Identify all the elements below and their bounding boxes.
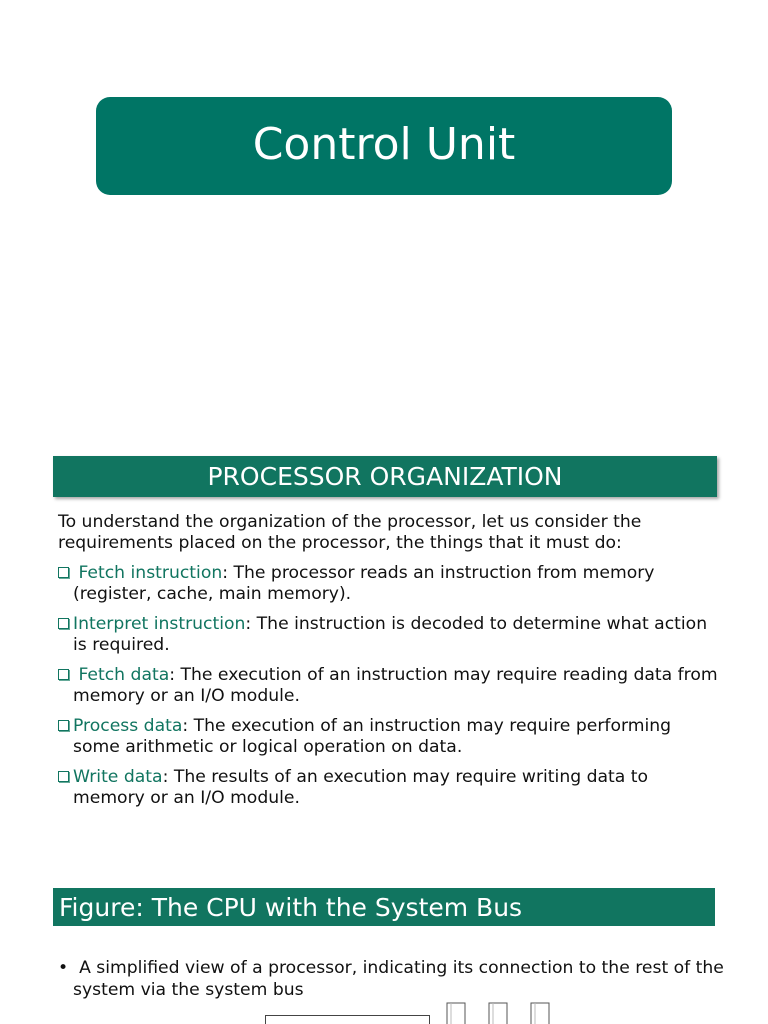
- item-text: : The execution of an instruction may require reading data from memory or an I/O module.: [73, 665, 718, 706]
- requirements-list: [58, 563, 718, 818]
- item-text: : The results of an execution may require writing data to memory or an I/O module.: [73, 767, 649, 808]
- cpu-box: [266, 1016, 430, 1024]
- checkbox-bullet-icon: [58, 567, 69, 578]
- list-item: [58, 665, 718, 707]
- figure-heading: Figure: The CPU with the System Bus: [53, 888, 715, 926]
- item-term: Write data: [73, 767, 163, 787]
- item-text: : The processor reads an instruction from memory (register, cache, main memory).: [73, 563, 655, 604]
- item-term: Interpret instruction: [73, 614, 246, 634]
- list-item: [58, 614, 718, 656]
- list-item: [58, 767, 718, 809]
- item-term: Fetch data: [73, 665, 170, 685]
- figure-bullet: • A simplified view of a processor, indicating its connection to the rest of the system via the system bus: [58, 958, 724, 1000]
- item-text: : The instruction is decoded to determine what action is required.: [73, 614, 708, 655]
- section-heading: PROCESSOR ORGANIZATION: [53, 456, 717, 497]
- checkbox-bullet-icon: [58, 669, 69, 680]
- slide-title: Control Unit: [96, 97, 672, 195]
- figure-bullet-text: A simplified view of a processor, indicating its connection to the rest of the system via the system bus: [73, 958, 724, 1000]
- item-text: : The execution of an instruction may require performing some arithmetic or logical operation on data.: [73, 716, 672, 757]
- bus-line: [447, 1003, 465, 1024]
- bus-line: [531, 1003, 549, 1024]
- list-item: [58, 716, 718, 758]
- checkbox-bullet-icon: [58, 618, 69, 629]
- checkbox-bullet-icon: [58, 720, 69, 731]
- checkbox-bullet-icon: [58, 771, 69, 782]
- list-item: [58, 563, 718, 605]
- item-term: Fetch instruction: [73, 563, 223, 583]
- item-term: Process data: [73, 716, 183, 736]
- cpu-bus-diagram: [0, 1000, 768, 1024]
- bus-line: [489, 1003, 507, 1024]
- intro-paragraph: To understand the organization of the processor, let us consider the requirements placed on the processor, the things that it must do:: [58, 512, 642, 553]
